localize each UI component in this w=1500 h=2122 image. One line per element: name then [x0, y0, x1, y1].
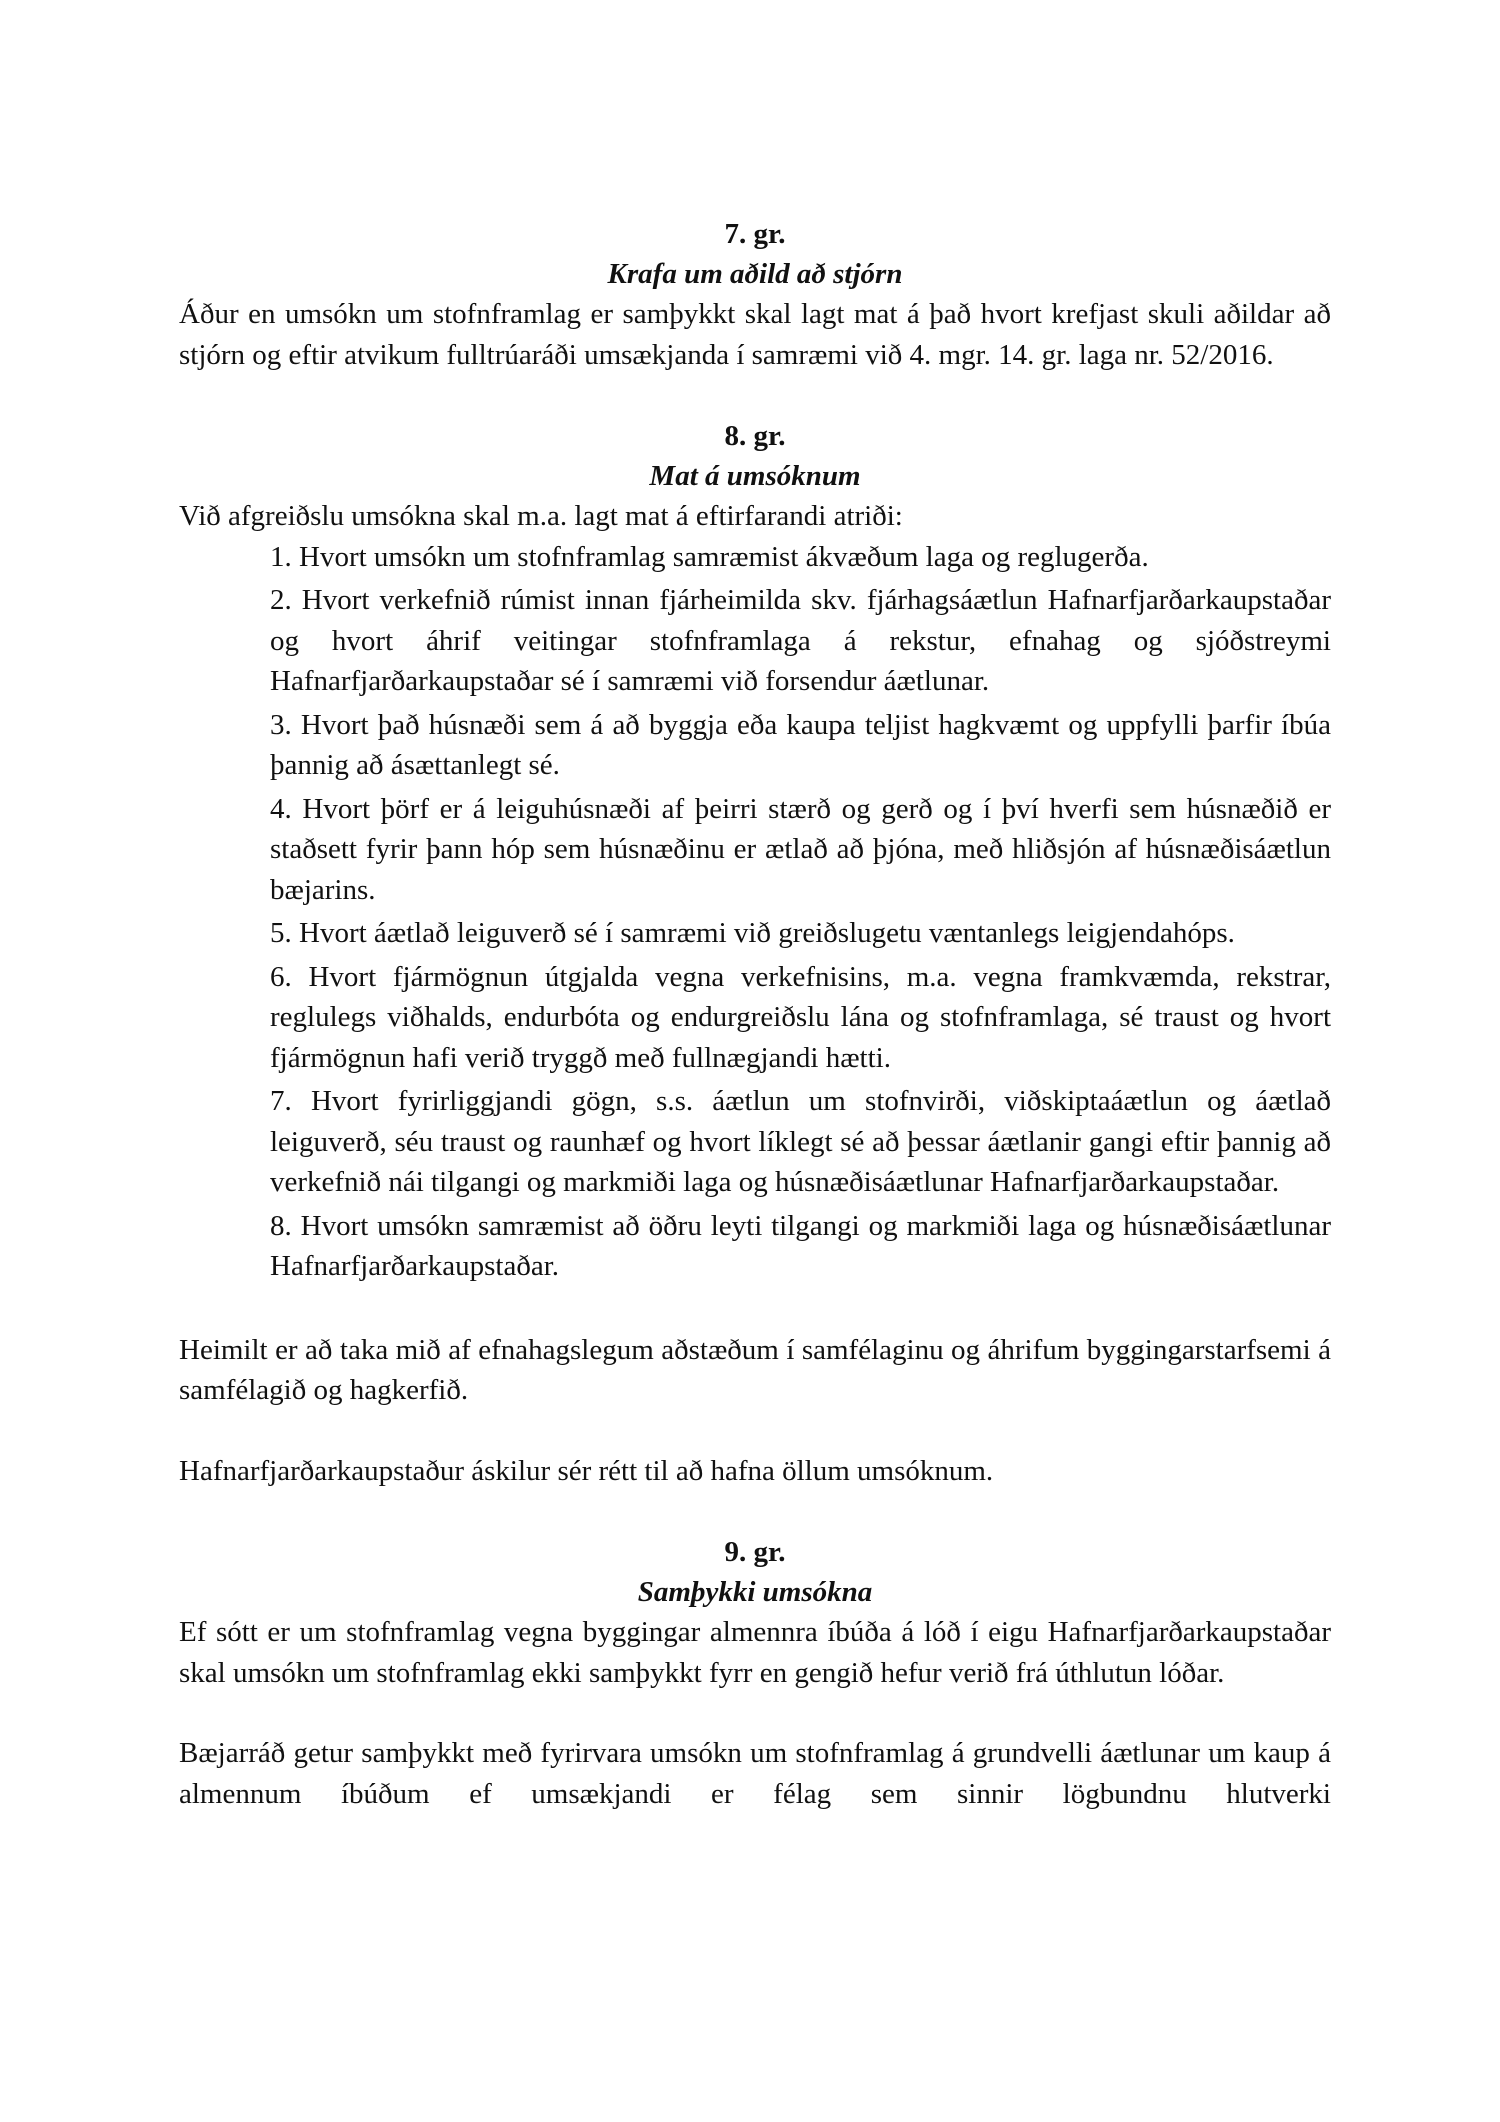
list-item: 7. Hvort fyrirliggjandi gögn, s.s. áætlun um stofnvirði, viðskiptaáætlun og áætlað leiguverð, séu traust og raunhæf og hvort líklegt sé að þessar áætlanir gangi eftir þannig að verkefnið nái tilgangi og markmiði laga og húsnæðisáætlunar Hafnarfjarðarkaupstaðar. [270, 1085, 1331, 1198]
spacer [179, 1290, 1331, 1330]
section-8 [179, 416, 1331, 1491]
section-7 [179, 214, 1331, 375]
section-title: Mat á umsóknum [649, 460, 861, 492]
section-number: 7. gr. [724, 218, 786, 250]
list-item: 2. Hvort verkefnið rúmist innan fjárheimilda skv. fjárhagsáætlun Hafnarfjarðarkaupstaðar og hvort áhrif veitingar stofnframlaga á rekstur, efnahag og sjóðstreymi Hafnarfjarðarkaupstaðar sé í samræmi við forsendur áætlunar. [270, 584, 1331, 697]
list-item: 6. Hvort fjármögnun útgjalda vegna verkefnisins, m.a. vegna framkvæmda, rekstrar, reglulegs viðhalds, endurbóta og endurgreiðslu lána og stofnframlaga, sé traust og hvort fjármögnun hafi verið tryggð með fullnægjandi hætti. [270, 960, 1331, 1074]
document-body [179, 214, 1331, 1814]
paragraph: Hafnarfjarðarkaupstaður áskilur sér rétt til að hafna öllum umsóknum. [179, 1454, 994, 1487]
section-intro: Við afgreiðslu umsókna skal m.a. lagt mat á eftirfarandi atriði: [179, 500, 903, 532]
section-number: 8. gr. [724, 420, 786, 452]
list-item: 3. Hvort það húsnæði sem á að byggja eða kaupa teljist hagkvæmt og uppfylli þarfir íbúa þannig að ásættanlegt sé. [270, 708, 1331, 781]
section-title: Krafa um aðild að stjórn [607, 258, 903, 290]
spacer [179, 1491, 1331, 1532]
section-title: Samþykki umsókna [637, 1576, 873, 1608]
criteria-list [270, 537, 1331, 1287]
paragraph: Áður en umsókn um stofnframlag er samþykkt skal lagt mat á það hvort krefjast skuli aðildar að stjórn og eftir atvikum fulltrúaráði umsækjanda í samræmi við 4. mgr. 14. gr. laga nr. 52/2016. [179, 298, 1331, 371]
spacer [179, 1693, 1331, 1733]
paragraph: Heimilt er að taka mið af efnahagslegum aðstæðum í samfélaginu og áhrifum byggingarstarfsemi á samfélagið og hagkerfið. [179, 1333, 1331, 1406]
paragraph: Ef sótt er um stofnframlag vegna byggingar almennra íbúða á lóð í eigu Hafnarfjarðarkaupstaðar skal umsókn um stofnframlag ekki samþykkt fyrr en gengið hefur verið frá úthlutun lóðar. [179, 1616, 1331, 1689]
spacer [179, 1411, 1331, 1451]
list-item: 4. Hvort þörf er á leiguhúsnæði af þeirri stærð og gerð og í því hverfi sem húsnæðið er staðsett fyrir þann hóp sem húsnæðinu er ætlað að þjóna, með hliðsjón af húsnæðisáætlun bæjarins. [270, 792, 1331, 906]
list-item: 8. Hvort umsókn samræmist að öðru leyti tilgangi og markmiði laga og húsnæðisáætlunar Hafnarfjarðarkaupstaðar. [270, 1209, 1331, 1282]
spacer [179, 375, 1331, 416]
section-number: 9. gr. [724, 1536, 786, 1568]
paragraph: Bæjarráð getur samþykkt með fyrirvara umsókn um stofnframlag á grundvelli áætlunar um kaup á almennum íbúðum ef umsækjandi er félag sem sinnir lögbundnu hlutverki [179, 1737, 1331, 1810]
list-item: 5. Hvort áætlað leiguverð sé í samræmi við greiðslugetu væntanlegs leigjendahóps. [270, 917, 1235, 949]
section-9 [179, 1532, 1331, 1814]
list-item: 1. Hvort umsókn um stofnframlag samræmist ákvæðum laga og reglugerða. [270, 540, 1149, 573]
